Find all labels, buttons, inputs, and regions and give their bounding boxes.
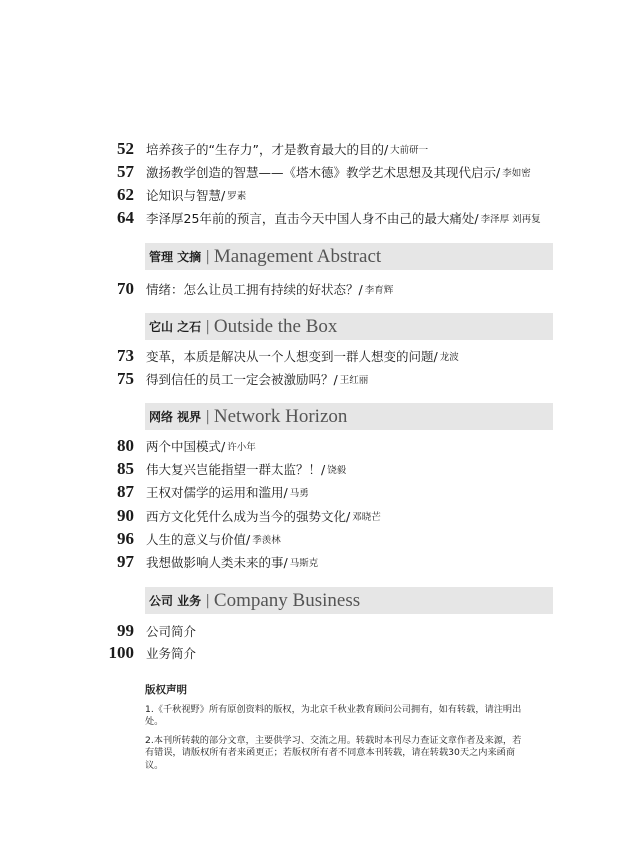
page-number: 100 [108, 643, 134, 662]
article-author: 邓晓芒 [352, 512, 381, 523]
section-title-en: Outside the Box [213, 315, 338, 337]
page-number: 97 [117, 552, 134, 571]
toc-entry[interactable] [108, 368, 368, 390]
section-title-cn: 公司 业务 [149, 594, 202, 608]
article-title: 两个中国模式/ [146, 439, 226, 454]
section-header-network [145, 403, 553, 430]
toc-entry[interactable] [108, 505, 381, 527]
page-number: 64 [117, 208, 134, 227]
section-divider: | [205, 318, 210, 335]
article-title: 西方文化凭什么成为当今的强势文化/ [146, 509, 351, 524]
toc-entry[interactable] [108, 161, 531, 183]
section-title-en: Management Abstract [213, 245, 382, 267]
toc-entry[interactable] [108, 528, 281, 550]
section-divider: | [205, 592, 210, 609]
section-title-cn: 管理 文摘 [149, 250, 202, 264]
page-number: 87 [117, 482, 134, 501]
article-title: 我想做影响人类未来的事/ [146, 555, 288, 570]
page-number: 90 [117, 506, 134, 525]
page-number: 73 [117, 346, 134, 365]
article-author: 李育辉 [364, 285, 394, 296]
toc-entry[interactable] [108, 620, 196, 642]
toc-entry[interactable] [108, 435, 256, 457]
section-header-outside [145, 313, 553, 340]
copyright-paragraph: 1.《千秋视野》所有原创资料的版权，为北京千秋业教育顾问公司拥有，如有转载，请注明出处。 [145, 703, 522, 727]
page-number: 75 [117, 369, 134, 388]
article-title: 业务简介 [146, 646, 197, 661]
article-author: 饶毅 [327, 465, 347, 476]
page-number: 70 [117, 279, 134, 298]
article-title: 情绪：怎么让员工拥有持续的好状态？/ [146, 282, 363, 297]
copyright-notice [145, 684, 523, 778]
article-author: 许小年 [227, 442, 256, 453]
article-title: 得到信任的员工一定会被激励吗？/ [146, 372, 338, 387]
article-title: 公司简介 [146, 624, 197, 639]
copyright-paragraph: 2.本刊所转载的部分文章，主要供学习、交流之用。转载时本刊尽力查证文章作者及来源，若有错误，请版权所有者来函更正；若版权所有者不同意本刊转载，请在转载30天之内来函商议。 [145, 734, 522, 771]
section-title-en: Network Horizon [213, 405, 348, 427]
toc-entry[interactable] [108, 458, 346, 480]
toc-entry[interactable] [108, 642, 196, 664]
article-author: 季羡林 [252, 535, 281, 546]
article-title: 李泽厚25年前的预言，直击今天中国人身不由己的最大痛处/ [146, 211, 479, 226]
article-author: 马勇 [289, 488, 309, 499]
article-title: 变革，本质是解决从一个人想变到一群人想变的问题/ [146, 349, 438, 364]
article-title: 伟大复兴岂能指望一群太监？！/ [146, 462, 326, 477]
copyright-title: 版权声明 [145, 684, 187, 696]
article-title: 王权对儒学的运用和滥用/ [146, 485, 288, 500]
section-header-company [145, 587, 553, 614]
article-title: 激扬教学创造的智慧——《塔木德》教学艺术思想及其现代启示/ [146, 165, 501, 180]
article-title: 人生的意义与价值/ [146, 532, 251, 547]
section-divider: | [205, 248, 210, 265]
article-author: 李泽厚 刘再复 [480, 214, 541, 225]
page-number: 62 [117, 185, 134, 204]
article-author: 李如密 [502, 168, 531, 179]
page-number: 52 [117, 139, 134, 158]
article-author: 罗素 [227, 191, 247, 202]
toc-entry[interactable] [108, 481, 309, 503]
page-number: 96 [117, 529, 134, 548]
article-author: 大前研一 [390, 145, 429, 156]
section-header-management [145, 243, 553, 270]
section-title-cn: 它山 之石 [149, 320, 202, 334]
toc-entry[interactable] [108, 278, 393, 300]
toc-entry[interactable] [108, 207, 541, 229]
article-author: 马斯克 [289, 558, 319, 569]
toc-entry[interactable] [108, 184, 246, 206]
article-title: 培养孩子的“生存力”，才是教育最大的目的/ [146, 142, 389, 157]
section-title-cn: 网络 视界 [149, 410, 202, 424]
article-title: 论知识与智慧/ [146, 188, 226, 203]
section-title-en: Company Business [213, 589, 361, 611]
article-author: 龙波 [439, 352, 459, 363]
page-number: 57 [117, 162, 134, 181]
toc-entry[interactable] [108, 345, 459, 367]
page-number: 80 [117, 436, 134, 455]
section-divider: | [205, 408, 210, 425]
article-author: 王红丽 [339, 375, 369, 386]
toc-entry[interactable] [108, 551, 318, 573]
page-number: 99 [117, 621, 134, 640]
page-number: 85 [117, 459, 134, 478]
toc-entry[interactable] [108, 138, 428, 160]
